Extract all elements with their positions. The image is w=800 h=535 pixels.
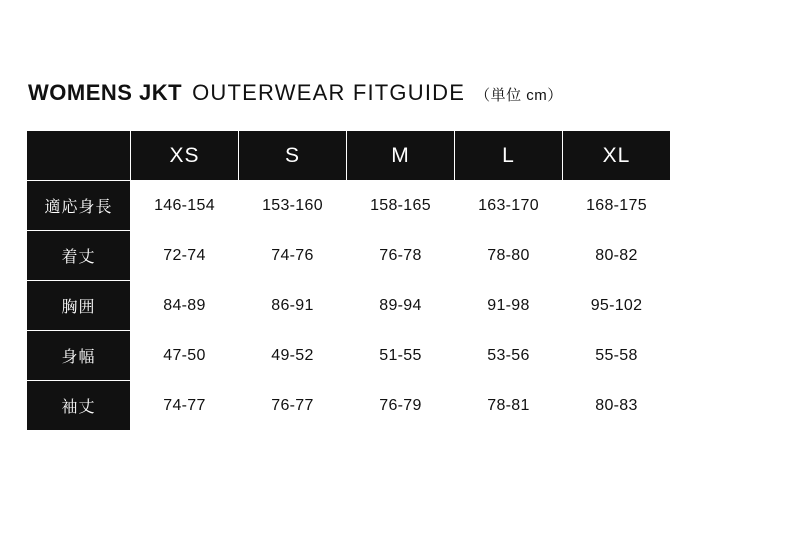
table-header-row [27,131,671,181]
cell-sleeve-xl: 80-83 [563,381,671,431]
cell-sleeve-l: 78-81 [455,381,563,431]
cell-length-s: 74-76 [239,231,347,281]
column-header-xl: XL [563,131,671,181]
size-table [26,130,671,431]
table-row [27,231,671,281]
cell-width-s: 49-52 [239,331,347,381]
title-brand: WOMENS JKT [28,80,183,105]
cell-length-xs: 72-74 [131,231,239,281]
column-header-xs: XS [131,131,239,181]
row-label-height: 適応身長 [27,181,131,231]
cell-chest-l: 91-98 [455,281,563,331]
row-label-length: 着丈 [27,231,131,281]
column-header-l: L [455,131,563,181]
row-label-width: 身幅 [27,331,131,381]
cell-height-l: 163-170 [455,181,563,231]
cell-width-xl: 55-58 [563,331,671,381]
title-unit: （単位 cm） [475,87,563,104]
cell-sleeve-xs: 74-77 [131,381,239,431]
cell-height-m: 158-165 [347,181,455,231]
title-category: OUTERWEAR FITGUIDE [192,80,466,105]
cell-chest-s: 86-91 [239,281,347,331]
cell-height-xl: 168-175 [563,181,671,231]
cell-sleeve-s: 76-77 [239,381,347,431]
cell-sleeve-m: 76-79 [347,381,455,431]
column-header-m: M [347,131,455,181]
table-row [27,331,671,381]
table-corner-cell [27,131,131,181]
cell-width-l: 53-56 [455,331,563,381]
table-row [27,181,671,231]
cell-width-xs: 47-50 [131,331,239,381]
row-label-sleeve: 袖丈 [27,381,131,431]
table-row [27,281,671,331]
cell-chest-xs: 84-89 [131,281,239,331]
column-header-s: S [239,131,347,181]
row-label-chest: 胸囲 [27,281,131,331]
cell-length-m: 76-78 [347,231,455,281]
cell-chest-m: 89-94 [347,281,455,331]
cell-length-xl: 80-82 [563,231,671,281]
table-row [27,381,671,431]
size-table-wrapper [26,130,670,431]
cell-height-xs: 146-154 [131,181,239,231]
cell-length-l: 78-80 [455,231,563,281]
cell-width-m: 51-55 [347,331,455,381]
page-title [28,80,563,106]
cell-chest-xl: 95-102 [563,281,671,331]
cell-height-s: 153-160 [239,181,347,231]
